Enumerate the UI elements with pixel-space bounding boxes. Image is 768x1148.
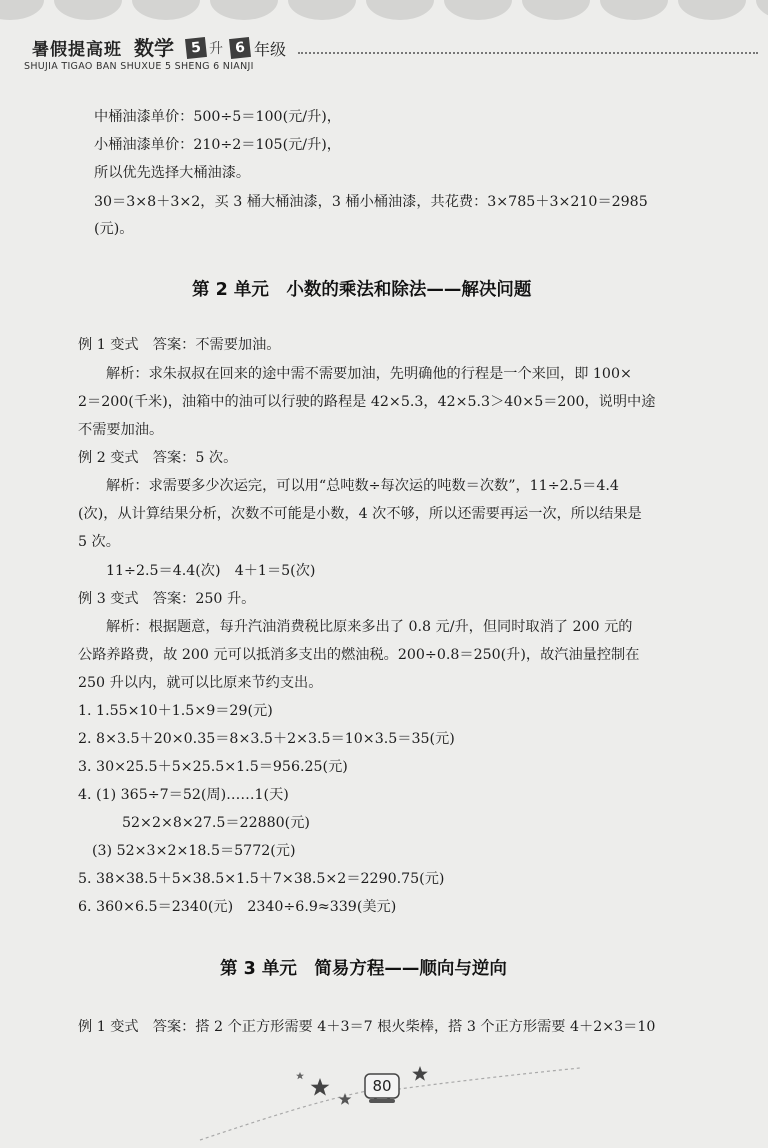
header-pinyin: SHUJIA TIGAO BAN SHUXUE 5 SHENG 6 NIANJI bbox=[24, 61, 254, 72]
text-line: 5 次。 bbox=[78, 534, 120, 550]
text-line: (3) 52×3×2×18.5＝5772(元) bbox=[92, 843, 296, 859]
text-line: 11÷2.5＝4.4(次) 4＋1＝5(次) bbox=[106, 563, 316, 579]
text-line: 所以优先选择大桶油漆。 bbox=[94, 165, 251, 181]
grade-from-badge: 5 bbox=[185, 37, 207, 59]
text-line: 1. 1.55×10＋1.5×9＝29(元) bbox=[78, 703, 273, 719]
text-line: 中桶油漆单价：500÷5＝100(元/升)， bbox=[94, 109, 341, 125]
text-line: 解析：求需要多少次运完，可以用“总吨数÷每次运的吨数＝次数”，11÷2.5＝4.4 bbox=[106, 478, 619, 494]
text-line: 52×2×8×27.5＝22880(元) bbox=[122, 815, 310, 831]
text-line: 例 2 变式 答案：5 次。 bbox=[78, 450, 238, 466]
text-line: 3. 30×25.5＋5×25.5×1.5＝956.25(元) bbox=[78, 759, 348, 775]
grade-to-badge: 6 bbox=[229, 37, 251, 59]
text-line: 2＝200(千米)，油箱中的油可以行驶的路程是 42×5.3，42×5.3＞40×5＝200，说明中途 bbox=[78, 394, 656, 410]
text-line: 例 1 变式 答案：不需要加油。 bbox=[78, 337, 281, 353]
footer-decoration bbox=[0, 1060, 768, 1148]
text-line: 6. 360×6.5＝2340(元) 2340÷6.9≈339(美元) bbox=[78, 899, 397, 915]
book-subject: 数学 bbox=[134, 36, 174, 60]
grade-label: 年级 bbox=[254, 40, 287, 59]
text-line: 解析：根据题意，每升汽油消费税比原来多出了 0.8 元/升，但同时取消了 200 元的 bbox=[106, 619, 633, 635]
unit-3-heading: 第 3 单元 简易方程——顺向与逆向 bbox=[220, 959, 507, 979]
text-line: (次)，从计算结果分析，次数不可能是小数，4 次不够，所以还需要再运一次，所以结果是 bbox=[78, 506, 642, 522]
text-line: 4. (1) 365÷7＝52(周)……1(天) bbox=[78, 787, 289, 803]
grade-separator: 升 bbox=[209, 41, 223, 57]
book-title: 暑假提高班 bbox=[32, 40, 122, 60]
text-line: 250 升以内，就可以比原来节约支出。 bbox=[78, 675, 323, 691]
text-line: (元)。 bbox=[94, 221, 134, 237]
text-line: 例 1 变式 答案：搭 2 个正方形需要 4＋3＝7 根火柴棒，搭 3 个正方形需要 4＋2×3＝10 bbox=[78, 1019, 656, 1035]
text-line: 例 3 变式 答案：250 升。 bbox=[78, 591, 256, 607]
text-line: 公路养路费，故 200 元可以抵消多支出的燃油税。200÷0.8＝250(升)，故汽油量控制在 bbox=[78, 647, 640, 663]
page-number: 80 bbox=[372, 1077, 392, 1095]
page-header bbox=[22, 32, 762, 80]
text-line: 小桶油漆单价：210÷2＝105(元/升)， bbox=[94, 137, 341, 153]
text-line: 5. 38×38.5＋5×38.5×1.5＋7×38.5×2＝2290.75(元) bbox=[78, 871, 445, 887]
unit-2-heading: 第 2 单元 小数的乘法和除法——解决问题 bbox=[192, 280, 532, 300]
top-scallop-border bbox=[0, 0, 768, 26]
page-footer bbox=[0, 1060, 768, 1148]
text-line: 不需要加油。 bbox=[78, 422, 164, 438]
text-line: 30＝3×8＋3×2，买 3 桶大桶油漆，3 桶小桶油漆，共花费：3×785＋3×210＝2985 bbox=[94, 194, 648, 210]
header-dotted-rule bbox=[298, 52, 758, 54]
text-line: 2. 8×3.5＋20×0.35＝8×3.5＋2×3.5＝10×3.5＝35(元) bbox=[78, 731, 455, 747]
text-line: 解析：求朱叔叔在回来的途中需不需要加油，先明确他的行程是一个来回，即 100× bbox=[106, 366, 632, 382]
